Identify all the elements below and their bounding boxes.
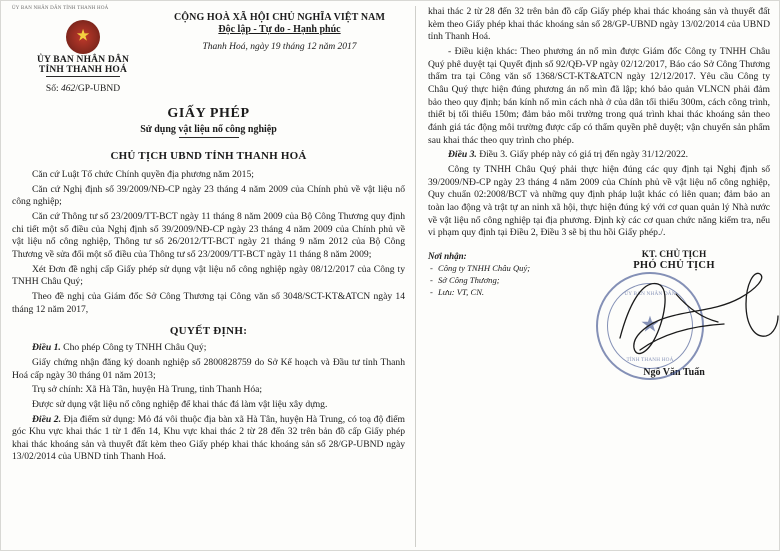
article-3-text: Điều 3. Giấy phép này có giá trị đến ngày 31/12/2022. — [479, 149, 689, 161]
org-line-2: TỈNH THANH HOÁ — [38, 65, 128, 75]
article-3-paragraph: Công ty TNHH Châu Quý phải thực hiện đúng các quy định tại Nghị định số 39/2009/NĐ-CP ngày 23 tháng 4 năm 2009 của Chính phủ về vật liệu nổ công nghiệp, Quy chuẩn 02:2008/BCT và những quy định pháp luật khác có liên quan; đảm bảo an toàn lao động và trật tự an ninh xã hội, thực hiện đúng ký với cơ quan quản lý Nhà nước về vật liệu nổ công nghiệp tại địa phương. Định kỳ các cơ quan chức năng kiểm tra, nếu vi phạm quy định tại Điều 2, Điều 3 sẽ bị thu hồi Giấy phép./. — [428, 163, 770, 239]
official-seal-icon — [596, 272, 704, 380]
recipient-item: - Công ty TNHH Châu Quý; — [438, 263, 578, 275]
column-right — [416, 6, 770, 547]
article-1-paragraph: Được sử dụng vật liệu nổ công nghiệp để khai thác đá làm vật liệu xây dựng. — [32, 398, 328, 410]
issuing-authority-block — [12, 12, 154, 94]
signature-area — [428, 250, 770, 400]
issuing-authority-title: CHỦ TỊCH UBND TỈNH THANH HOÁ — [110, 150, 307, 162]
signer-block — [578, 250, 770, 400]
preamble-block — [12, 169, 405, 316]
decision-heading: QUYẾT ĐỊNH: — [169, 325, 248, 338]
document-number — [12, 84, 154, 94]
recipient-item: - Lưu: VT, CN. — [438, 287, 578, 299]
seal-bottom-text: TỈNH THANH HOÁ — [626, 356, 674, 363]
recipients-block — [428, 250, 578, 400]
preamble-item: Xét Đơn đề nghị cấp Giấy phép sử dụng vật liệu nổ công nghiệp ngày 08/12/2017 của Công ty TNHH Châu Quý; — [12, 263, 405, 288]
article-1-lead: Cho phép Công ty TNHH Châu Quý; — [60, 342, 207, 354]
scan-top-note: ỦY BAN NHÂN DÂN TỈNH THANH HOÁ — [12, 6, 109, 11]
seal-top-text: ỦY BAN NHÂN DÂN — [624, 290, 676, 297]
signer-name: Ngô Văn Tuấn — [643, 366, 705, 378]
article-2-lead: Địa điểm sử dụng: Mỏ đá vôi thuộc địa bàn xã Hà Tân, huyện Hà Trung, có toạ độ điểm góc Khu vực khai thác 1 từ 1 đến 14, Khu vực khai thác 2 từ 28 đến 32 trên bản đồ cấp Giấy phép khai thác khoáng sản và thuyết đất kèm theo Giấy phép khai thác khoáng sản số 28/GP-UBND ngày 13/02/2014 của UBND tỉnh Thanh Hoá. — [12, 413, 406, 463]
org-line-1: ỦY BAN NHÂN DÂN — [36, 55, 130, 65]
signer-role-line-1: KT. CHỦ TỊCH — [641, 249, 707, 260]
divider-line — [46, 76, 120, 77]
document-number-suffix: /GP-UBND — [75, 84, 121, 94]
preamble-item: Căn cứ Luật Tổ chức Chính quyền địa phương năm 2015; — [32, 169, 254, 180]
document-number-value: 462 — [60, 84, 76, 94]
national-emblem-icon — [66, 20, 100, 54]
document-title: GIẤY PHÉP — [167, 106, 250, 121]
national-heading-block — [154, 12, 405, 52]
article-1 — [12, 342, 405, 355]
article-1-paragraph: Giấy chứng nhận đăng ký doanh nghiệp số 2800828759 do Sở Kế hoạch và Đầu tư tỉnh Thanh Hoá cấp ngày 30 tháng 01 năm 2013; — [12, 356, 405, 381]
recipients-list — [428, 263, 578, 299]
national-motto: Độc lập - Tự do - Hạnh phúc — [218, 24, 341, 35]
place-and-date: Thanh Hoá, ngày 19 tháng 12 năm 2017 — [202, 42, 357, 52]
title-underline — [179, 137, 239, 138]
article-2 — [12, 414, 405, 465]
article-3 — [428, 149, 770, 162]
title-block — [12, 106, 405, 138]
article-2-continued: khai thác 2 từ 28 đến 32 trên bản đồ cấp Giấy phép khai thác khoáng sản và thuyết đất kèm theo Giấy phép khai thác khoáng sản số 28/GP-UBND ngày 13/02/2014 của UBND tỉnh Thanh Hoá. — [428, 6, 770, 43]
column-left — [12, 6, 416, 547]
country-name: CỘNG HOÀ XÃ HỘI CHỦ NGHĨA VIỆT NAM — [173, 12, 386, 23]
preamble-item: Theo đề nghị của Giám đốc Sở Công Thương tại Công văn số 3048/SCT-KT&ATCN ngày 14 tháng 12 năm 2017, — [12, 290, 405, 315]
letterhead — [12, 12, 405, 94]
article-1-label: Điều 1. — [32, 342, 61, 354]
article-2-label: Điều 2. — [32, 413, 61, 425]
article-3-label: Điều 3. — [448, 149, 477, 161]
preamble-item: Căn cứ Thông tư số 23/2009/TT-BCT ngày 11 tháng 8 năm 2009 của Bộ Công Thương quy định chi tiết một số điều của Nghị định số 39/2009/NĐ-CP ngày 23 tháng 4 năm 2009 của Chính phủ về vật liệu nổ công nghiệp, Thông tư số 26/2012/TT-BCT ngày 21 tháng 9 năm 2012 của Bộ Công Thương về sửa đổi một số điều của Thông tư số 23/2009/TT-BCT ngày 11 tháng 8 năm 2009; — [12, 210, 405, 260]
document-number-label: Số: — [45, 84, 59, 94]
recipient-item: - Sở Công Thương; — [438, 275, 578, 287]
preamble-item: Căn cứ Nghị định số 39/2009/NĐ-CP ngày 23 tháng 4 năm 2009 của Chính phủ về vật liệu nổ công nghiệp; — [12, 183, 405, 208]
signer-role-line-2: PHÓ CHỦ TỊCH — [633, 259, 715, 271]
document-subtitle: Sử dụng vật liệu nổ công nghiệp — [140, 124, 277, 135]
recipients-title: Nơi nhận: — [428, 250, 467, 261]
article-2-other-conditions: - Điều kiện khác: Theo phương án nổ mìn được Giám đốc Công ty TNHH Châu Quý phê duyệt tại Quyết định số 92/QĐ-VP ngày 02/12/2017, Báo cáo Sở Công Thương thẩm tra tại Công văn số 1368/SCT-KT&ATCN ngày 12/12/2017. Yêu cầu Công ty Châu Quý thực hiện đúng phương án nổ mìn đã lập; khó bảo quản VLNCN phải đảm bảo theo quy định; bán kính nổ mìn cách nhà ở của dân tối thiểu 300m, cách công trình, thiết bị tối thiểu 150m; đảm bảo môi trường trong quá trình khai thác khoáng sản theo đánh giá tác động môi trường được cấp có thẩm quyền phê duyệt; vận chuyển sản phẩm sau khai thác theo quy trình cho phép. — [428, 45, 770, 146]
article-1-paragraph: Trụ sở chính: Xã Hà Tân, huyện Hà Trung, tỉnh Thanh Hóa; — [32, 384, 263, 396]
